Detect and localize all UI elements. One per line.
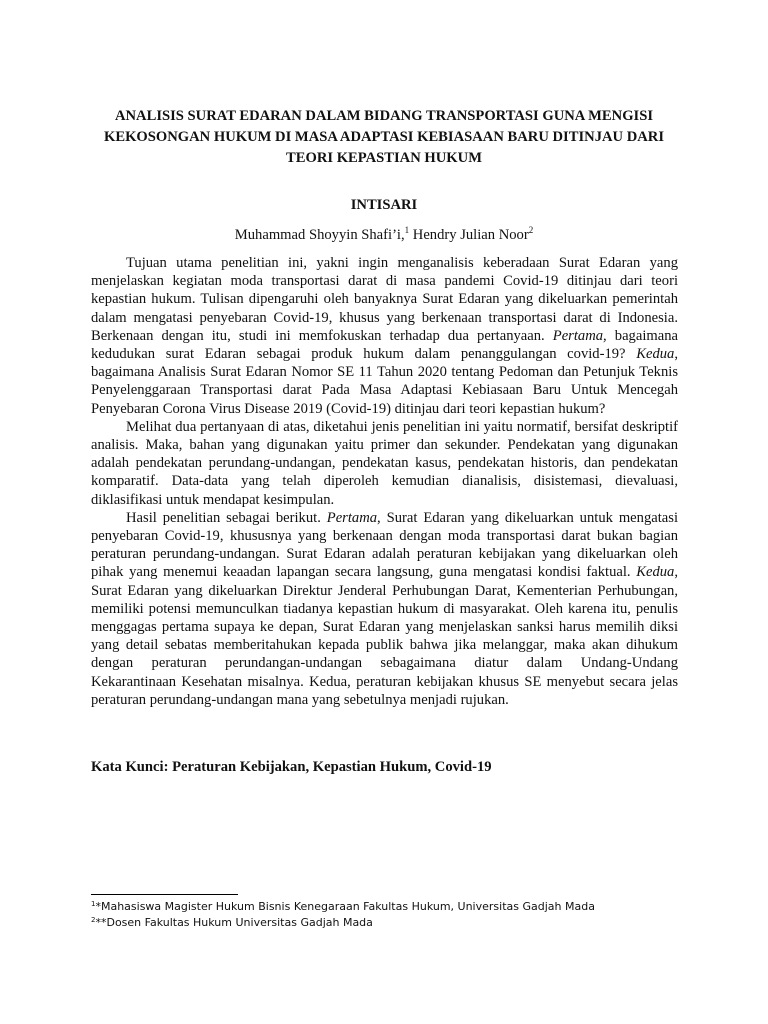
footnote [91,899,691,915]
author-name: Muhammad Shoyyin Shafi’i, [234,227,405,243]
author-name: Hendry Julian Noor [409,227,529,243]
abstract-emphasis: Kedua [636,564,675,581]
title-line: KEKOSONGAN HUKUM DI MASA ADAPTASI KEBIASAAN BARU DITINJAU DARI [103,129,665,145]
abstract-text: , Surat Edaran yang dikeluarkan untuk mengatasi penyebaran Covid-19, khususnya yang berkenaan dengan moda transportasi darat bukan bagian peraturan perundang-undangan. Surat Edaran adalah peraturan kebijakan yang dikeluarkan oleh pihak yang menemui keaadan lapangan secara langsung, guna mengatasi kondisi faktual. [91,509,678,581]
abstract-text: Tujuan utama penelitian ini, yakni ingin menganalisis keberadaan Surat Edaran yang menjelaskan kegiatan moda transportasi darat di masa pandemi Covid-19 ditinjau dari teori kepastian hukum. Tulisan dipengaruhi oleh banyaknya Surat Edaran yang dikeluarkan pemerintah dalam mengatasi penyebaran Covid-19, khusus yang berkenaan transportasi darat di Indonesia. Berkenaan dengan itu, studi ini memfokuskan terhadap dua pertanyaan. [91,255,678,344]
footnotes [91,899,691,931]
footnote-mark: 1 [91,900,96,908]
footnote-text: *Mahasiswa Magister Hukum Bisnis Kenegaraan Fakultas Hukum, Universitas Gadjah Mada [95,900,595,913]
footnote-mark: 2 [91,916,96,924]
abstract-paragraph [91,509,678,709]
abstract-text: Hasil penelitian sebagai berikut. [126,509,327,526]
footnote-mark: 2 [528,225,534,235]
abstract-paragraph: Melihat dua pertanyaan di atas, diketahui jenis penelitian ini yaitu normatif, bersifat deskriptif analisis. Maka, bahan yang digunakan yaitu primer dan sekunder. Pendekatan yang digunakan adalah pendekatan perundang-undangan, pendekatan kasus, pendekatan historis, dan pendekatan komparatif. Data-data yang telah diperoleh kemudian dianalisis, disistemasi, dievaluasi, diklasifikasi untuk mendapat kesimpulan. [91,418,678,508]
section-heading: INTISARI [350,197,418,213]
keywords: Kata Kunci: Peraturan Kebijakan, Kepastian Hukum, Covid-19 [91,759,492,775]
title-line: TEORI KEPASTIAN HUKUM [286,150,482,166]
abstract-emphasis: Pertama [326,509,378,526]
footnote-mark: 1 [404,225,410,235]
author-line [0,226,768,244]
footnote-divider [91,894,238,895]
abstract-emphasis: Kedua [636,346,675,363]
abstract-body [91,254,678,709]
abstract-emphasis: Pertama [552,327,604,344]
title-line: ANALISIS SURAT EDARAN DALAM BIDANG TRANSPORTASI GUNA MENGISI [114,108,654,124]
footnote [91,915,691,931]
document-title [70,106,698,169]
abstract-text: , bagaimana Analisis Surat Edaran Nomor SE 11 Tahun 2020 tentang Pedoman dan Petunjuk Teknis Penyelenggaraan Transportasi darat Pada Masa Adaptasi Kebiasaan Baru Untuk Mencegah Penyebaran Corona Virus Disease 2019 (Covid-19) ditinjau dari teori kepastian hukum? [91,346,678,417]
abstract-paragraph [91,254,678,418]
footnote-text: **Dosen Fakultas Hukum Universitas Gadjah Mada [95,916,373,929]
abstract-text: , bagaimana kedudukan surat Edaran sebagai produk hukum dalam penanggulangan covid-19? [91,327,678,363]
abstract-text: , Surat Edaran yang dikeluarkan Direktur Jenderal Perhubungan Darat, Kementerian Perhubungan, memiliki potensi memunculkan tiadanya kepastian hukum di masyarakat. Oleh karena itu, penulis menggagas pertama supaya ke depan, Surat Edaran yang menjelaskan sanksi harus memilih diksi yang detail sebatas memberitahukan kepada publik bahwa jika melanggar, maka akan dihukum dengan peraturan perundangan-undangan sebagaimana diatur dalam Undang-Undang Kekarantinaan Kesehatan misalnya. Kedua, peraturan kebijakan khusus SE menyebut secara jelas peraturan perundang-undangan mana yang sebetulnya menjadi rujukan. [91,564,678,708]
